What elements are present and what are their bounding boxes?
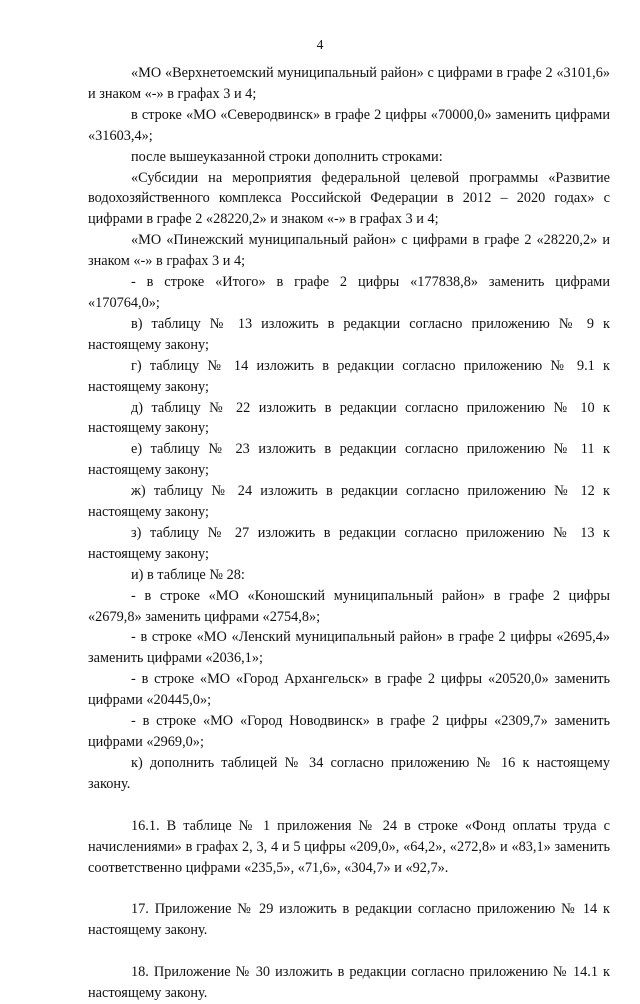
document-body [88,63,610,1004]
paragraph: - в строке «МО «Город Архангельск» в графе 2 цифры «20520,0» заменить цифрами «20445,0»; [88,671,610,709]
paragraph: - в строке «МО «Коношский муниципальный район» в графе 2 цифры «2679,8» заменить цифрами «2754,8»; [88,587,610,625]
spacer [88,795,610,816]
paragraph: з) таблицу № 27 изложить в редакции согласно приложению № 13 к настоящему закону; [88,524,610,562]
page-number: 4 [316,37,324,52]
paragraph: «Субсидии на мероприятия федеральной целевой программы «Развитие водохозяйственного комплекса Российской Федерации в 2012 – 2020 годах» с цифрами в графе 2 «28220,2» и знаком «-» в графах 3 и 4; [88,169,610,228]
paragraph: - в строке «Итого» в графе 2 цифры «177838,8» заменить цифрами «170764,0»; [88,274,610,311]
paragraph: ж) таблицу № 24 изложить в редакции согласно приложению № 12 к настоящему закону; [88,483,610,521]
paragraph: е) таблицу № 23 изложить в редакции согласно приложению № 11 к настоящему закону; [88,441,610,479]
paragraph: и) в таблице № 28: [131,566,245,583]
spacer [88,941,610,962]
paragraph: «МО «Верхнетоемский муниципальный район» с цифрами в графе 2 «3101,6» и знаком «-» в графах 3 и 4; [88,65,610,102]
paragraph: д) таблицу № 22 изложить в редакции согласно приложению № 10 к настоящему закону; [88,399,610,437]
paragraph: «МО «Пинежский муниципальный район» с цифрами в графе 2 «28220,2» и знаком «-» в графах 3 и 4; [88,232,610,270]
paragraph: 18. Приложение № 30 изложить в редакции согласно приложению № 14.1 к настоящему закону. [88,964,610,1002]
spacer [88,878,610,899]
paragraph: к) дополнить таблицей № 34 согласно приложению № 16 к настоящему закону. [88,754,610,792]
paragraph: - в строке «МО «Город Новодвинск» в графе 2 цифры «2309,7» заменить цифрами «2969,0»; [88,713,610,750]
paragraph: в строке «МО «Северодвинск» в графе 2 цифры «70000,0» заменить цифрами «31603,4»; [88,106,610,144]
paragraph: в) таблицу № 13 изложить в редакции согласно приложению № 9 к настоящему закону; [88,315,610,353]
paragraph: 17. Приложение № 29 изложить в редакции согласно приложению № 14 к настоящему закону. [88,901,610,939]
paragraph: г) таблицу № 14 изложить в редакции согласно приложению № 9.1 к настоящему закону; [88,357,610,395]
paragraph: после вышеуказанной строки дополнить строками: [131,148,443,165]
paragraph: 16.1. В таблице № 1 приложения № 24 в строке «Фонд оплаты труда с начислениями» в графах 2, 3, 4 и 5 цифры «209,0», «64,2», «272,8» и «83,1» заменить соответственно цифрами «235,5», «71,6», «304,7» и «92,7». [88,817,610,876]
paragraph: - в строке «МО «Ленский муниципальный район» в графе 2 цифры «2695,4» заменить цифрами «2036,1»; [88,629,610,667]
